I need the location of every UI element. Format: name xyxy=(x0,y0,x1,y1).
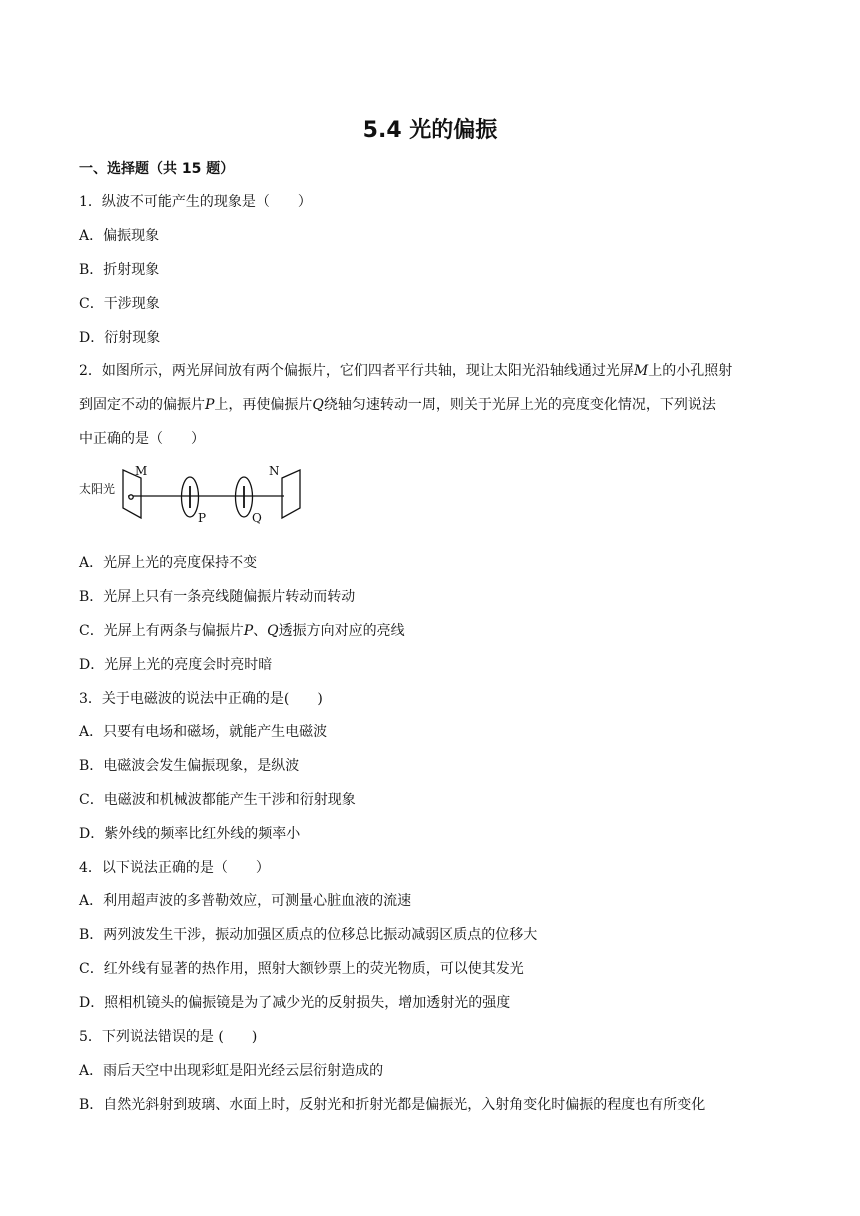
q3-option-a: A．只要有电场和磁场，就能产生电磁波 xyxy=(79,724,328,740)
q5-option-b: B．自然光斜射到玻璃、水面上时，反射光和折射光都是偏振光，入射角变化时偏振的程度也有所变化 xyxy=(79,1097,706,1113)
q2-stem-line3: 中正确的是（ ） xyxy=(79,431,205,447)
label-p: P xyxy=(198,511,207,525)
q2-option-b: B．光屏上只有一条亮线随偏振片转动而转动 xyxy=(79,589,356,605)
q2-var-p: P xyxy=(205,397,215,413)
q3-option-b: B．电磁波会发生偏振现象，是纵波 xyxy=(79,758,300,774)
q2-var-q: Q xyxy=(312,397,324,413)
label-n: N xyxy=(269,464,280,478)
q3-option-c: C．电磁波和机械波都能产生干涉和衍射现象 xyxy=(79,792,356,808)
pinhole xyxy=(129,495,133,499)
q1-stem: 1．纵波不可能产生的现象是（ ） xyxy=(79,194,312,210)
q2-stem-line1 xyxy=(79,360,732,380)
q4-option-d: D．照相机镜头的偏振镜是为了减少光的反射损失，增加透射光的强度 xyxy=(79,995,511,1011)
q3-stem: 3．关于电磁波的说法中正确的是( ) xyxy=(79,691,323,707)
q2-text: 上的小孔照射 xyxy=(648,363,733,379)
q2-option-d: D．光屏上光的亮度会时亮时暗 xyxy=(79,657,273,673)
q2-text: 绕轴匀速转动一周，则关于光屏上光的亮度变化情况，下列说法 xyxy=(323,397,716,413)
q4-option-b: B．两列波发生干涉，振动加强区质点的位移总比振动减弱区质点的位移大 xyxy=(79,927,538,943)
section-heading: 一、选择题（共 15 题） xyxy=(79,161,235,177)
q2-text: C．光屏上有两条与偏振片 xyxy=(79,623,244,639)
q4-stem: 4．以下说法正确的是（ ） xyxy=(79,860,270,876)
q2-text: 到固定不动的偏振片 xyxy=(79,397,205,413)
q2-stem-line2 xyxy=(79,394,716,414)
q2-var-m: M xyxy=(633,363,649,379)
q2-var-q: Q xyxy=(267,623,279,639)
q1-option-b: B．折射现象 xyxy=(79,262,160,278)
q2-text: 透振方向对应的亮线 xyxy=(278,623,405,639)
q2-option-a: A．光屏上光的亮度保持不变 xyxy=(79,555,258,571)
label-q: Q xyxy=(252,511,262,525)
q4-option-c: C．红外线有显著的热作用，照射大额钞票上的荧光物质，可以使其发光 xyxy=(79,961,524,977)
q4-option-a: A．利用超声波的多普勒效应，可测量心脏血液的流速 xyxy=(79,893,412,909)
screen-n xyxy=(282,470,300,518)
label-sunlight: 太阳光 xyxy=(79,482,116,496)
q2-text: 2．如图所示，两光屏间放有两个偏振片，它们四者平行共轴，现让太阳光沿轴线通过光屏 xyxy=(79,363,634,379)
q2-option-c xyxy=(79,620,405,640)
q2-var-p: P xyxy=(243,623,254,639)
q5-option-a: A．雨后天空中出现彩虹是阳光经云层衍射造成的 xyxy=(79,1063,384,1079)
q2-text: 、 xyxy=(253,623,268,639)
page-title: 5.4 光的偏振 xyxy=(362,118,498,143)
q2-text: 上，再使偏振片 xyxy=(214,397,313,413)
q1-option-d: D．衍射现象 xyxy=(79,330,161,346)
q5-stem: 5．下列说法错误的是 ( ) xyxy=(79,1029,258,1045)
q1-option-c: C．干涉现象 xyxy=(79,296,160,312)
q1-option-a: A．偏振现象 xyxy=(79,228,160,244)
label-m: M xyxy=(135,464,148,478)
q3-option-d: D．紫外线的频率比红外线的频率小 xyxy=(79,826,301,842)
polarizer-diagram xyxy=(79,462,309,532)
